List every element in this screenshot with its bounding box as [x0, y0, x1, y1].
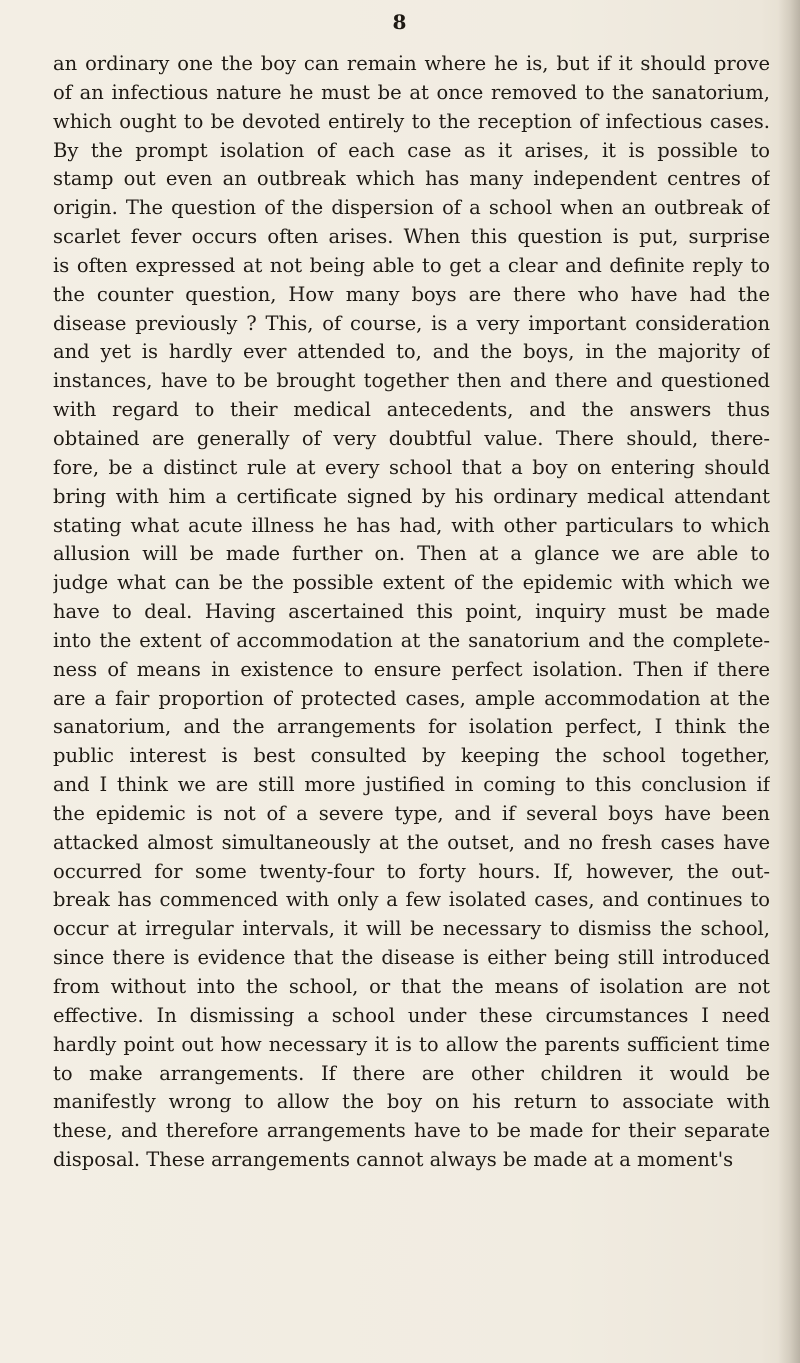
- text-line: hardly point out how necessary it is to allow the parents sufficient time: [53, 1032, 770, 1056]
- text-line: these, and therefore arrangements have to be made for their separate: [53, 1119, 770, 1143]
- text-line: disease previously ? This, of course, is a very important consideration: [53, 311, 770, 335]
- text-line: instances, have to be brought together then and there and questioned: [53, 369, 770, 393]
- text-line: scarlet fever occurs often arises. When this question is put, surprise: [53, 225, 770, 249]
- text-line: break has commenced with only a few isolated cases, and continues to: [53, 888, 770, 912]
- text-line: allusion will be made further on. Then at a glance we are able to: [53, 542, 770, 566]
- text-line: the epidemic is not of a severe type, and if several boys have been: [53, 801, 770, 825]
- text-line: of an infectious nature he must be at once removed to the sanatorium,: [53, 80, 770, 104]
- text-line: into the extent of accommodation at the sanatorium and the complete-: [53, 628, 770, 652]
- text-line: are a fair proportion of protected cases, ample accommodation at the: [53, 686, 770, 710]
- text-line: attacked almost simultaneously at the outset, and no fresh cases have: [53, 830, 770, 854]
- text-line: occurred for some twenty-four to forty hours. If, however, the out-: [53, 859, 770, 883]
- text-line: since there is evidence that the disease is either being still introduced: [53, 946, 770, 970]
- text-line: public interest is best consulted by keeping the school together,: [53, 744, 770, 768]
- text-line: is often expressed at not being able to get a clear and definite reply to: [53, 253, 770, 277]
- text-line: have to deal. Having ascertained this point, inquiry must be made: [53, 600, 770, 624]
- text-line: and yet is hardly ever attended to, and the boys, in the majority of: [53, 340, 770, 364]
- text-line: manifestly wrong to allow the boy on his return to associate with: [53, 1090, 770, 1114]
- text-line: disposal. These arrangements cannot always be made at a moment's: [53, 1148, 734, 1172]
- text-line: fore, be a distinct rule at every school that a boy on entering should: [53, 455, 770, 479]
- text-line: which ought to be devoted entirely to the reception of infectious cases.: [53, 109, 770, 133]
- text-line: from without into the school, or that the means of isolation are not: [53, 975, 770, 998]
- text-line: with regard to their medical antecedents, and the answers thus: [53, 398, 770, 422]
- page-number: 8: [392, 10, 408, 34]
- text-line: By the prompt isolation of each case as it arises, it is possible to: [53, 138, 770, 162]
- text-line: an ordinary one the boy can remain where he is, but if it should prove: [53, 52, 770, 75]
- text-line: judge what can be the possible extent of the epidemic with which we: [53, 571, 770, 595]
- page-edge-shadow: [778, 0, 800, 1363]
- text-line: and I think we are still more justified in coming to this conclusion if: [53, 773, 770, 797]
- text-line: sanatorium, and the arrangements for isolation perfect, I think the: [53, 715, 770, 739]
- text-line: origin. The question of the dispersion of a school when an outbreak of: [53, 196, 770, 220]
- text-line: bring with him a certificate signed by his ordinary medical attendant: [53, 484, 770, 508]
- text-line: stating what acute illness he has had, with other particulars to which: [53, 513, 770, 537]
- text-line: effective. In dismissing a school under these circumstances I need: [53, 1003, 770, 1027]
- text-line: the counter question, How many boys are there who have had the: [53, 282, 770, 306]
- text-line: to make arrangements. If there are other children it would be: [53, 1061, 770, 1085]
- text-line: stamp out even an outbreak which has many independent centres of: [53, 167, 770, 191]
- text-line: obtained are generally of very doubtful value. There should, there-: [53, 426, 770, 450]
- text-line: occur at irregular intervals, it will be necessary to dismiss the school,: [53, 917, 770, 941]
- text-line: ness of means in existence to ensure perfect isolation. Then if there: [53, 657, 770, 681]
- body-text: [53, 50, 770, 1175]
